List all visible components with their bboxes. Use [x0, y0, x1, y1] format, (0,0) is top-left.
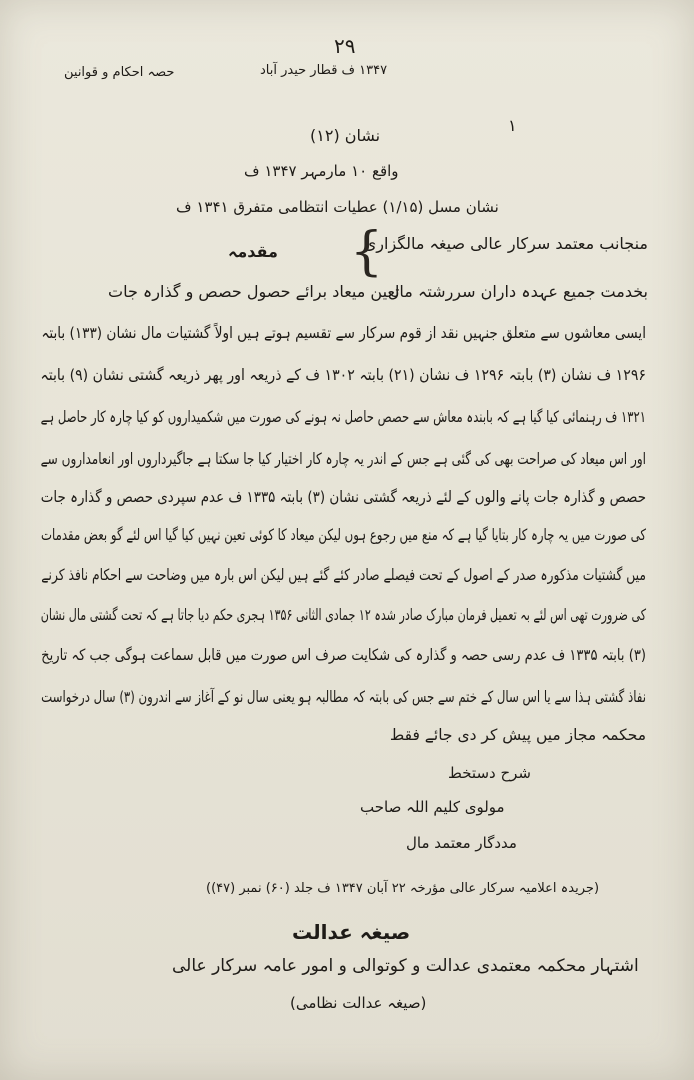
subject-line: تعین میعاد برائے حصول حصص و گذارہ جات: [108, 282, 400, 301]
gazette-citation: (جریدہ اعلامیہ سرکار عالی مؤرخہ ۲۲ آبان ۱۳۴۷ ف جلد (۶۰) نمبر (۴۷)): [206, 881, 600, 896]
body-line: (۳) بابتہ ۱۳۳۵ ف عدم رسی حصہ و گذارہ کی شکایت صرف اس صورت میں قابل سماعت ہوگی جب کہ تاریخ: [41, 646, 646, 664]
body-line: ۱۳۲۱ ف رہنمائی کیا گیا ہے کہ بابندہ معاش سے حصص حاصل نہ ہونے کی صورت میں شکمیداروں کو کیا چارہ کار حاصل ہے: [40, 408, 646, 426]
page-number: ۲۹: [334, 34, 356, 58]
section-header-left: حصہ احکام و قوانین: [64, 65, 175, 80]
body-line: کی ضرورت تھی اس لئے بہ تعمیل فرمان مبارک صادر شدہ ۱۲ جمادی الثانی ۱۳۵۶ ہجری حکم دیا جاتا ہے کہ تحت گشتی مال نشان: [40, 606, 646, 624]
notice-heading: اشتہار محکمہ معتمدی عدالت و کوتوالی و امور عامہ سرکار عالی: [172, 956, 639, 976]
order-date: واقع ۱۰ مارمہر ۱۳۴۷ ف: [244, 162, 399, 180]
file-reference: نشان مسل (۱/۱۵) عطیات انتظامی متفرق ۱۳۴۱ ف: [176, 198, 499, 216]
notice-subheading: (صیغہ عدالت نظامی): [290, 994, 427, 1012]
body-line-last: محکمہ مجاز میں پیش کر دی جائے فقط: [389, 726, 646, 744]
body-line: ایسی معاشوں سے متعلق جنہیں نقد از قوم سرکار سے تقسیم ہوتے ہیں اولاً گشتیات مال نشان (۱۳۳) بابتہ: [41, 324, 647, 342]
body-line: میں گشتیات مذکورہ صدر کے اصول کے تحت فیصلے صادر کئے گئے ہیں لیکن اس بارہ میں وضاحت سے احکام نافذ کرنے: [41, 566, 646, 584]
from-line: منجانب معتمد سرکار عالی صیغہ مالگزاری: [363, 234, 648, 253]
body-line: ۱۲۹۶ ف نشان (۳) بابتہ ۱۲۹۶ ف نشان (۲۱) بابتہ ۱۳۰۲ ف کے ذریعہ اور پھر ذریعہ گشتی نشان (۹) بابتہ: [40, 366, 646, 384]
body-line: حصص و گذارہ جات پانے والوں کے لئے ذریعہ گشتی نشان (۳) بابتہ ۱۳۳۵ ف عدم سپردی حصص و گذارہ جات: [40, 488, 646, 506]
section-header-center: ۱۳۴۷ ف قطار حیدر آباد: [260, 63, 388, 78]
body-line: نفاذ گشتی ہذا سے یا اس سال کے ختم سے جس کی بابتہ کہ مطالبہ ہو یعنی سال نو کے آغاز سے اندرون (۳) سال درخواست: [41, 688, 646, 706]
margin-mark: ۱: [508, 116, 517, 135]
signature-label: شرح دستخط: [448, 764, 531, 782]
subject-stamp: مقدمہ: [228, 242, 278, 261]
body-line: اور اس میعاد کی صراحت بھی کی گئی ہے جس کے اندر یہ چارہ کار اختیار کیا جا سکتا ہے جاگیرداروں اور انعامداروں سے: [40, 450, 647, 468]
to-line: بخدمت جمیع عہدہ داران سررشتہ مال: [387, 282, 648, 301]
order-number: نشان (۱۲): [310, 126, 381, 145]
body-line: کی صورت میں یہ چارہ کار بتایا گیا ہے کہ منع میں رجوع ہوں لیکن میعاد کا کوئی تعین نہیں کیا گیا اس لئے گو بعض مقدمات: [41, 526, 647, 544]
signatory-designation: مددگار معتمد مال: [406, 834, 517, 852]
bracket-symbol: }: [350, 222, 384, 282]
signatory-name: مولوی کلیم اللہ صاحب: [360, 798, 505, 816]
section-title: صیغہ عدالت: [292, 920, 411, 944]
